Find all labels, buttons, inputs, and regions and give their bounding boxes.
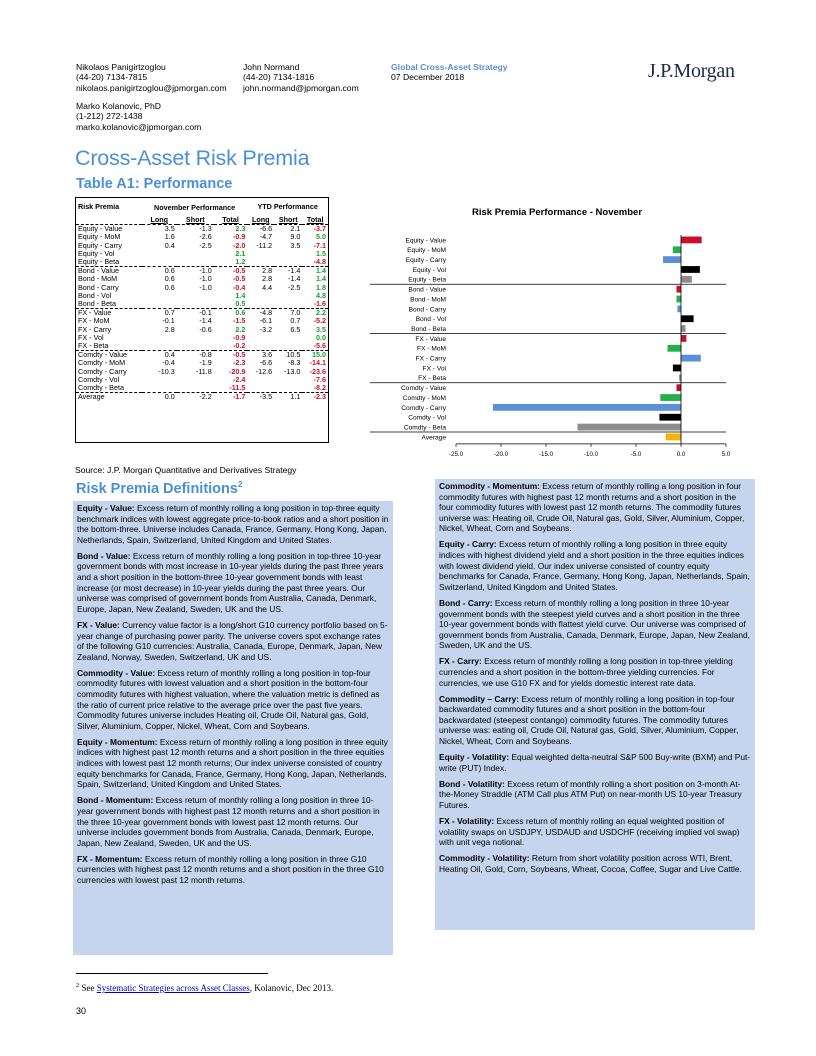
author-block-3: [76, 101, 201, 132]
chart-category-label: Comdty - MoM: [402, 394, 446, 402]
table-cell: 0.6: [164, 282, 175, 292]
table-cell: -5.6: [313, 341, 326, 351]
table-cell: -2.5: [199, 240, 212, 250]
table-cell: -1.6: [313, 299, 326, 309]
author-phone: (44-20) 7134-7815: [76, 72, 148, 83]
definition-term: Bond - Value:: [77, 550, 131, 561]
table-cell: -1.4: [274, 267, 302, 276]
table-cell: 4.8: [316, 290, 326, 300]
chart-category-label: FX - MoM: [417, 345, 446, 353]
definition-term: FX - Volatility:: [439, 816, 495, 827]
table-cell: -0.4: [232, 282, 246, 292]
table-cell: 1.4: [302, 267, 328, 276]
definition-term: Commodity - Momentum:: [439, 481, 540, 491]
table-cell: 1.5: [316, 248, 326, 258]
footnote-post: , Kolanovic, Dec 2013.: [249, 983, 334, 993]
definition-text: Excess return of monthly rolling a long position in three G10 currencies with highest past 12 month returns and a short position in the three G10 currencies with lowest past 12 month returns.: [77, 853, 384, 885]
jpmorgan-logo: J.P.Morgan: [648, 60, 735, 82]
definition-text: Excess return of monthly rolling an equal weighted position of volatility swaps on USDJPY, USDAUD and USDCHF (receiving implied vol swap) with unit vega notional.: [439, 816, 740, 848]
definition-term: Commodity – Carry:: [439, 693, 520, 704]
row-label: Bond - Beta: [78, 299, 116, 309]
table-cell: 0.0: [316, 332, 326, 342]
author-phone: (1-212) 272-1438: [76, 111, 143, 122]
definitions-title-text: Risk Premia Definitions: [76, 480, 238, 497]
chart-category-label: Equity - MoM: [407, 247, 446, 255]
table-cell: [274, 292, 302, 300]
definition-text: Excess return of monthly rolling a long position in three equity indices with highest past 12 month returns and a short position in the three equities indices with lowest past 12 month returns; Our index universe consisted of country equity benchmarks for Canada, France, Germany, Hong Kong, Japan, Netherlands, Spain, Switzerland, United Kingdom and United States.: [77, 736, 388, 790]
chart-bar: [681, 315, 694, 322]
table-cell: -23.6: [309, 366, 326, 376]
table-cell: [247, 250, 274, 258]
chart-category-label: Bond - Vol: [415, 316, 446, 324]
chart-category-label: Average: [421, 434, 446, 442]
definition-item: [77, 668, 389, 732]
author-block-1: [76, 62, 227, 93]
definitions-left-column: [73, 501, 393, 955]
chart-category-label: Comdty - Beta: [403, 424, 446, 432]
table-cell: 5.0: [316, 232, 326, 242]
table-cell: 2.1: [274, 225, 302, 234]
footnote-divider: [76, 973, 268, 974]
subcol: Long: [251, 215, 270, 224]
table-cell: -5.2: [313, 316, 326, 326]
table-cell: -2.3: [232, 358, 246, 368]
definition-text: Return from short volatility position across WTI, Brent, Heating Oil, Gold, Corn, Soybeans, Wheat, Cocoa, Coffee, Sugar and Live Cattle.: [439, 853, 742, 874]
table-cell: -7.6: [313, 374, 326, 384]
chart-bar: [663, 256, 681, 263]
table-cell: 2.3: [214, 225, 248, 234]
definition-term: Equity - Value:: [77, 503, 135, 513]
author-name: Marko Kolanovic, PhD: [76, 101, 162, 111]
table-cell: -0.9: [232, 332, 246, 342]
chart-category-label: Comdty - Vol: [408, 414, 446, 422]
definition-item: [439, 816, 751, 848]
table-cell: 4.4: [262, 282, 273, 292]
chart-category-label: FX - Vol: [422, 365, 446, 373]
table-row: [76, 334, 328, 342]
chart-bar: [681, 325, 686, 332]
definition-item: [77, 551, 389, 615]
table-cell: -0.2: [232, 341, 246, 351]
table-cell: -8.3: [287, 358, 301, 368]
table-cell: -1.0: [177, 267, 214, 276]
subcol: Total: [222, 215, 239, 224]
author-email: nikolaos.panigirtzoglou@jpmorgan.com: [76, 82, 227, 93]
table-cell: -1.4: [199, 316, 212, 326]
definition-term: FX - Momentum:: [77, 853, 143, 864]
risk-premia-chart: [368, 232, 738, 458]
definition-item: [439, 694, 751, 747]
subcol: Total: [306, 215, 324, 224]
author-email: john.normand@jpmorgan.com: [243, 82, 359, 93]
table-cell: -11.8: [195, 366, 212, 376]
definition-term: FX - Value:: [77, 619, 120, 630]
table-cell: -1.5: [232, 316, 246, 326]
table-cell: -4.8: [313, 257, 326, 267]
chart-bar: [660, 394, 681, 401]
table-cell: 1.2: [235, 257, 246, 267]
table-cell: -6.1: [259, 316, 273, 326]
footnote-number: 2: [76, 982, 80, 989]
chart-bar: [677, 296, 682, 303]
table-cell: [274, 376, 302, 384]
table-cell: 3.5: [290, 240, 301, 250]
col-november: November Performance: [154, 203, 236, 212]
definition-text: Excess return of monthly rolling a short position on 3-month At-the-Money Straddle (ATM Call plus ATM Put) on near-month US 10-year Treasury Futures.: [439, 778, 742, 811]
chart-category-label: Bond - Carry: [408, 306, 446, 314]
definition-text: Excess return of monthly rolling a long position in top-three 10-year government bonds with most increase in 10-year yields during the past three years and a short position in the bottom-three 10-year government bonds with least increase (or most decrease) in 10-year yields during the past three years. Our universe was comprised of government bonds from Australia, Canada, Denmark, Europe, Japan, New Zealand, Sweden, UK and the US.: [77, 550, 384, 614]
report-header: [391, 62, 508, 83]
subcol: Short: [185, 215, 205, 224]
table-cell: -0.5: [214, 351, 248, 360]
chart-bar: [659, 414, 681, 421]
table-cell: 1.4: [316, 274, 326, 284]
table-cell: -0.9: [232, 232, 246, 242]
table-cell: 15.0: [302, 351, 328, 360]
col-risk-premia: Risk Premia: [78, 201, 120, 211]
definition-text: Excess return of monthly rolling a long position in top-three yielding currencies and a short position in the bottom-three yielding currencies. For currencies, we use G10 FX and for yields domestic interest rate data.: [439, 656, 733, 688]
row-label: Comdty - Beta: [78, 383, 124, 393]
strategy-name: Global Cross-Asset Strategy: [391, 62, 508, 72]
chart-bar: [493, 404, 681, 411]
table-cell: 0.0: [142, 393, 177, 402]
table-cell: 1.6: [164, 232, 175, 242]
chart-category-label: Bond - Value: [408, 286, 446, 294]
table-cell: [177, 250, 214, 258]
definition-text: Excess return of monthly rolling a long position in three equity indices with highest dividend yield and a short position in the three equities indices with lowest dividend yield. Our index universe consisted of country equity benchmarks for Canada, France, Germany, Hong Kong, Japan, Netherlands, Spain, Switzerland, United Kingdom and United States.: [439, 539, 750, 592]
table-cell: [177, 292, 214, 300]
table-cell: 2.2: [235, 324, 246, 334]
chart-bar: [673, 246, 681, 253]
table-cell: -1.9: [199, 358, 212, 368]
chart-bar: [666, 434, 681, 441]
table-body: [76, 225, 328, 402]
table-cell: 10.5: [274, 351, 302, 360]
definitions-title: [76, 480, 242, 497]
chart-bar: [673, 365, 681, 372]
table-cell: [274, 250, 302, 258]
chart-x-tick-label: 0.0: [676, 450, 686, 458]
author-email: marko.kolanovic@jpmorgan.com: [76, 121, 202, 132]
definition-term: Bond - Carry:: [439, 597, 493, 608]
chart-bar: [681, 335, 686, 342]
table-cell: -4.8: [247, 309, 274, 318]
row-label: Bond - MoM: [78, 274, 118, 284]
table-cell: 6.5: [290, 324, 301, 334]
table-cell: -0.5: [232, 274, 246, 284]
page-number: 30: [76, 1006, 87, 1016]
table-cell: -11.5: [229, 383, 246, 393]
definition-term: Bond - Momentum:: [77, 795, 154, 806]
table-cell: 2.1: [235, 248, 246, 258]
performance-table-box: [75, 197, 329, 443]
table-cell: [247, 334, 274, 342]
row-label: FX - Beta: [78, 341, 109, 351]
chart-svg: [368, 232, 738, 458]
definition-term: Equity - Volatility:: [439, 752, 510, 763]
definition-term: Equity - Carry:: [439, 539, 497, 550]
definition-term: Commodity - Volatility:: [439, 853, 530, 864]
definition-text: Excess return of monthly rolling a long position in three 10-year government bonds with the steepest yield curves and a short position in the three 10-year government bonds with flattest yield curve. Our universe was comprised of government bonds from Australia, Canada, Denmark, Europe, Japan, New Zealand, Sweden, UK and the US.: [439, 597, 750, 651]
subcol: Long: [150, 215, 169, 224]
table-cell: [142, 334, 177, 342]
table-cell: [142, 376, 177, 384]
col-ytd: YTD Performance: [257, 201, 318, 211]
definition-text: Equal weighted delta-neutral S&P 500 Buy-write (BXM) and Put-write (PUT) Index.: [439, 752, 751, 773]
definition-term: Bond - Volatility:: [439, 778, 505, 789]
footnote: [76, 982, 333, 993]
table-cell: [142, 250, 177, 258]
chart-bar: [668, 345, 682, 352]
table-cell: -6.6: [247, 225, 274, 234]
definition-item: [77, 620, 389, 662]
subcol: Short: [278, 215, 298, 224]
table-cell: -0.5: [214, 267, 248, 276]
table-cell: [177, 376, 214, 384]
definition-term: FX - Carry:: [439, 656, 482, 667]
row-label: Equity - Vol: [78, 248, 115, 258]
table-cell: -13.0: [283, 366, 301, 376]
definition-item: [77, 854, 389, 886]
chart-x-tick-label: -5.0: [630, 450, 642, 458]
table-title: Table A1: Performance: [76, 176, 233, 192]
definition-item: [77, 503, 389, 545]
definition-item: [77, 737, 389, 790]
table-cell: -0.4: [162, 358, 175, 368]
table-cell: 0.4: [142, 351, 177, 360]
chart-category-label: Bond - Beta: [411, 325, 446, 333]
table-cell: -20.9: [228, 366, 246, 376]
table-cell: 0.6: [164, 274, 175, 284]
table-row: [76, 284, 328, 292]
chart-bar: [681, 237, 702, 244]
table-cell: -1.0: [199, 282, 212, 292]
chart-bar: [681, 276, 692, 283]
row-label: Bond - Value: [76, 267, 142, 276]
definition-text: Excess return of monthly rolling a long position in top-three equity benchmark indices with lowest aggregate price-to-book ratios and a short position in the bottom-three. Universe includes Canada, France, Germany, Hong Kong, Japan, Netherlands, Spain, Switzerland, United Kingdom and United States.: [77, 503, 389, 545]
chart-category-label: Equity - Carry: [405, 257, 446, 265]
table-cell: 3.5: [142, 225, 177, 234]
table-cell: 2.8: [262, 274, 273, 284]
row-label: FX - MoM: [78, 316, 110, 326]
definition-item: [439, 656, 751, 688]
table-row: [76, 326, 328, 334]
row-label: Comdty - Carry: [78, 366, 127, 376]
table-cell: 2.2: [302, 309, 328, 318]
table-row: [76, 393, 328, 402]
table-cell: -2.6: [199, 232, 212, 242]
definition-term: Equity - Momentum:: [77, 736, 158, 747]
chart-bar: [677, 384, 682, 391]
report-date: 07 December 2018: [391, 72, 465, 83]
table-cell: 2.8: [247, 267, 274, 276]
row-label: Average: [76, 393, 142, 402]
row-label: Bond - Carry: [78, 282, 119, 292]
chart-bar: [677, 305, 681, 312]
chart-bar: [578, 424, 682, 431]
table-cell: -0.1: [162, 316, 175, 326]
row-label: FX - Value: [76, 309, 142, 318]
row-label: Equity - Value: [76, 225, 142, 234]
table-cell: -8.2: [313, 383, 326, 393]
table-cell: 7.0: [274, 309, 302, 318]
table-cell: -0.1: [177, 309, 214, 318]
definition-text: Currency value factor is a long/short G10 currency portfolio based on 5-year change of purchasing power parity. The universe covers spot exchange rates of the following G10 currencies: Australia, Canada, Europe, Denmark, Japan, New Zealand, Norway, Sweden, Switzerland, UK and US.: [77, 619, 388, 662]
row-label: Bond - Vol: [78, 290, 112, 300]
table-cell: 2.8: [164, 324, 175, 334]
table-cell: 0.6: [142, 267, 177, 276]
definition-item: [439, 853, 751, 874]
chart-category-label: Comdty - Value: [401, 385, 446, 393]
table-cell: [247, 376, 274, 384]
definition-item: [439, 598, 751, 651]
table-cell: 3.6: [247, 351, 274, 360]
table-cell: 0.6: [214, 309, 248, 318]
row-label: Equity - Beta: [78, 257, 120, 267]
footnote-ref: 2: [237, 480, 243, 489]
definitions-right-column: [435, 479, 755, 930]
table-cell: -3.2: [259, 324, 273, 334]
chart-category-label: FX - Carry: [415, 355, 446, 363]
table-cell: -1.7: [214, 393, 248, 402]
table-cell: 3.5: [316, 324, 326, 334]
table-cell: 0.7: [290, 316, 301, 326]
chart-category-label: Equity - Value: [405, 237, 446, 245]
table-cell: -7.1: [313, 240, 326, 250]
table-cell: -2.3: [302, 393, 328, 402]
definition-text: Excess return of monthly rolling a long position in top-four commodity futures with lowest valuation and a short position in the bottom-four commodity futures with highest valuation, where the valuation metric is defined as the ratio of current price relative to the average price over the past five years. Commodity futures universe includes Heating oil, Crude Oil, Natural gas, Gold, Silver, Aluminium, Copper, Nickel, Wheat, Corn and Soybeans.: [77, 667, 380, 731]
chart-x-tick-label: 5.0: [721, 450, 731, 458]
row-label: FX - Carry: [78, 324, 112, 334]
page-title: Cross-Asset Risk Premia: [75, 146, 310, 170]
table-cell: -4.7: [259, 232, 273, 242]
row-label: Comdty - Value: [76, 351, 142, 360]
table-cell: -2.4: [232, 374, 246, 384]
table-cell: [142, 292, 177, 300]
table-cell: -6.6: [259, 358, 273, 368]
chart-x-tick-label: -10.0: [583, 450, 599, 458]
table-cell: [247, 292, 274, 300]
row-label: Equity - MoM: [78, 232, 121, 242]
table-cell: 1.4: [235, 290, 246, 300]
table-cell: -0.6: [199, 324, 212, 334]
definition-text: Excess return of monthly rolling a long position in three 10-year government bonds with highest past 12 month returns and a short position in the three 10-year government bonds with lowest past 12 month returns. Our universe includes government bonds from Australia, Canada, Denmark, Europe, Japan, New Zealand, Sweden, UK and the US.: [77, 795, 380, 848]
table-cell: -10.3: [158, 366, 175, 376]
table-cell: 0.5: [235, 299, 246, 309]
footnote-link[interactable]: Systematic Strategies across Asset Classes: [96, 983, 250, 993]
table-cell: -1.0: [199, 274, 212, 284]
chart-title: Risk Premia Performance - November: [472, 207, 643, 218]
definition-text: Excess return of monthly rolling a long position in top-four backwardated commodity futures and a short position in the bottom-four backwardated (steepest contango) commodity futures. The commodity futures universe was: eating oil, Crude Oil, Natural gas, Gold, Silver, Aluminium, Copper, Nickel, Wheat, Corn and Soybeans.: [439, 693, 739, 747]
table-cell: -11.2: [256, 240, 273, 250]
table-cell: -12.6: [255, 366, 273, 376]
chart-category-label: Equity - Vol: [412, 266, 446, 274]
table-cell: -2.2: [177, 393, 214, 402]
chart-x-tick-label: -25.0: [448, 450, 464, 458]
chart-bar: [677, 286, 682, 293]
definition-item: [439, 481, 751, 534]
table-cell: 0.4: [164, 240, 175, 250]
definition-text: Excess return of monthly rolling a long position in four commodity futures with highest past 12 month returns and a short position in the four commodity futures with lowest past 12 month returns. The commodity futures universe was: Heating oil, Crude Oil, Natural gas, Gold, Silver, Aluminium, Copper, Nickel, Wheat, Corn and Soybeans.: [439, 481, 745, 534]
table-cell: -3.5: [247, 393, 274, 402]
row-label: Equity - Carry: [78, 240, 122, 250]
table-cell: -2.0: [232, 240, 246, 250]
table-cell: -1.4: [287, 274, 301, 284]
chart-category-label: Equity - Beta: [408, 276, 446, 284]
table-cell: -2.5: [287, 282, 301, 292]
table-cell: -14.1: [309, 358, 326, 368]
author-block-2: [243, 62, 359, 93]
performance-table: [76, 198, 328, 401]
row-label: Comdty - MoM: [78, 358, 126, 368]
table-cell: [274, 334, 302, 342]
definition-term: Commodity - Value:: [77, 667, 156, 678]
chart-category-label: FX - Value: [415, 335, 446, 343]
footnote-pre: See: [79, 983, 97, 993]
table-cell: 1.1: [274, 393, 302, 402]
chart-bar: [681, 355, 701, 362]
table-cell: -3.7: [302, 225, 328, 234]
definition-item: [77, 795, 389, 848]
definition-item: [439, 539, 751, 592]
definition-item: [439, 752, 751, 773]
chart-category-label: Comdty - Carry: [401, 404, 446, 412]
row-label: FX - Vol: [78, 332, 104, 342]
author-phone: (44-20) 7134-1816: [243, 72, 315, 83]
definition-item: [439, 779, 751, 811]
table-cell: -0.8: [177, 351, 214, 360]
table-cell: 0.7: [142, 309, 177, 318]
author-name: John Normand: [243, 62, 300, 72]
chart-x-tick-label: -20.0: [493, 450, 509, 458]
chart-category-label: FX - Beta: [418, 375, 446, 383]
table-cell: -1.3: [177, 225, 214, 234]
chart-bar: [681, 266, 700, 273]
row-label: Comdty - Vol: [78, 374, 120, 384]
table-cell: 1.8: [316, 282, 326, 292]
author-name: Nikolaos Panigirtzoglou: [76, 62, 166, 72]
chart-category-label: Bond - MoM: [410, 296, 446, 304]
chart-x-tick-label: -15.0: [538, 450, 554, 458]
table-cell: 9.0: [290, 232, 301, 242]
source-note: Source: J.P. Morgan Quantitative and Derivatives Strategy: [75, 465, 297, 475]
table-cell: [177, 334, 214, 342]
